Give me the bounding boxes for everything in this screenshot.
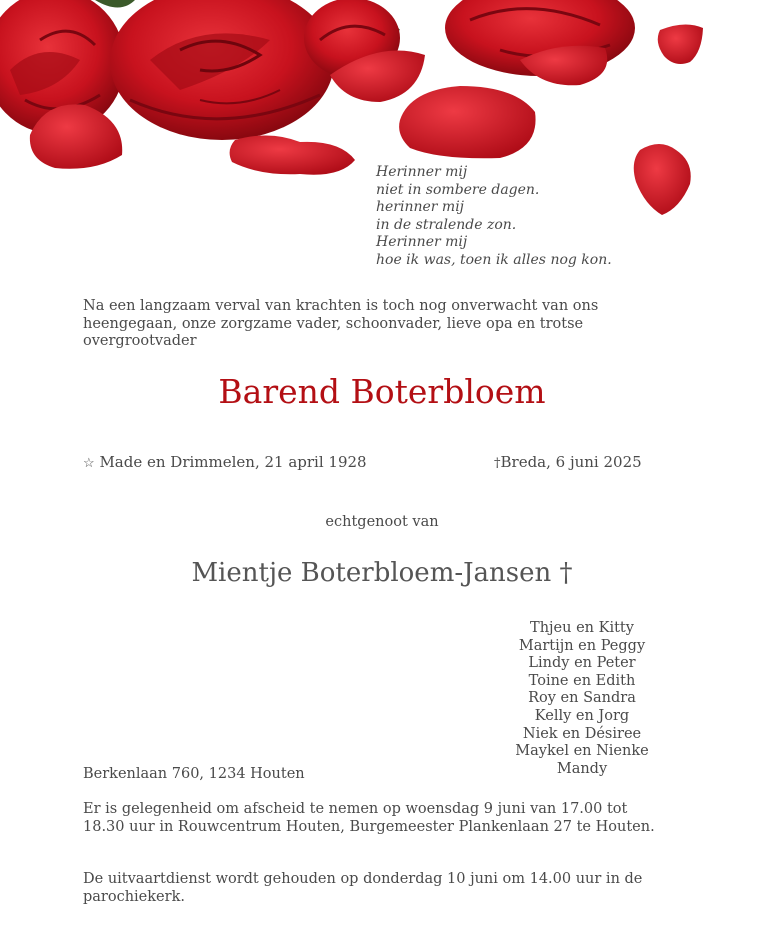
death-info bbox=[494, 453, 642, 471]
family-member: Maykel en Nienke bbox=[515, 743, 649, 760]
family-member: Thjeu en Kitty bbox=[530, 620, 634, 636]
family-member: Toine en Edith bbox=[528, 672, 636, 689]
poem-line: in de stralende zon. bbox=[376, 216, 517, 233]
rose-center-left bbox=[110, 0, 334, 140]
service-info: De uitvaartdienst wordt gehouden op donderdag 10 juni om 14.00 uur in de parochiekerk. bbox=[83, 871, 643, 905]
deceased-name: Barend Boterbloem bbox=[218, 372, 546, 411]
farewell-info: Er is gelegenheid om afscheid te nemen op woensdag 9 juni van 17.00 tot 18.30 uur in Rouwcentrum Houten, Burgemeester Plankenlaan 27 te Houten. bbox=[83, 801, 655, 835]
address: Berkenlaan 760, 1234 Houten bbox=[83, 766, 305, 782]
poem-line: Herinner mij bbox=[376, 234, 468, 251]
petal bbox=[658, 24, 703, 64]
petal bbox=[634, 144, 691, 215]
death-text: Breda, 6 juni 2025 bbox=[500, 453, 642, 471]
birth-info bbox=[83, 453, 367, 471]
cross-icon: † bbox=[494, 456, 501, 471]
family-member: Roy en Sandra bbox=[528, 690, 636, 707]
family-member: Martijn en Peggy bbox=[518, 637, 646, 654]
poem-line: niet in sombere dagen. bbox=[376, 181, 540, 198]
poem-line: herinner mij bbox=[376, 199, 465, 216]
spouse-label: echtgenoot van bbox=[325, 514, 439, 530]
family-member: Kelly en Jorg bbox=[534, 707, 630, 724]
spouse-name-line bbox=[0, 558, 764, 588]
petal bbox=[399, 86, 535, 158]
family-member: Lindy en Peter bbox=[528, 655, 636, 672]
spouse-name: Mientje Boterbloem-Jansen bbox=[191, 558, 552, 588]
poem-line: hoe ik was, toen ik alles nog kon. bbox=[376, 251, 612, 268]
family-member: Mandy bbox=[556, 760, 608, 777]
poem-line: Herinner mij bbox=[376, 164, 468, 180]
family-list bbox=[502, 620, 662, 778]
petal bbox=[230, 135, 355, 174]
family-member: Niek en Désiree bbox=[522, 725, 642, 742]
poem bbox=[376, 164, 612, 270]
intro-text: Na een langzaam verval van krachten is toch nog onverwacht van ons heengegaan, onze zorgzame vader, schoonvader, lieve opa en trotse overgrootvader bbox=[83, 298, 599, 349]
star-icon: ☆ bbox=[83, 456, 95, 471]
birth-text: Made en Drimmelen, 21 april 1928 bbox=[99, 453, 367, 471]
cross-icon: † bbox=[559, 558, 573, 588]
